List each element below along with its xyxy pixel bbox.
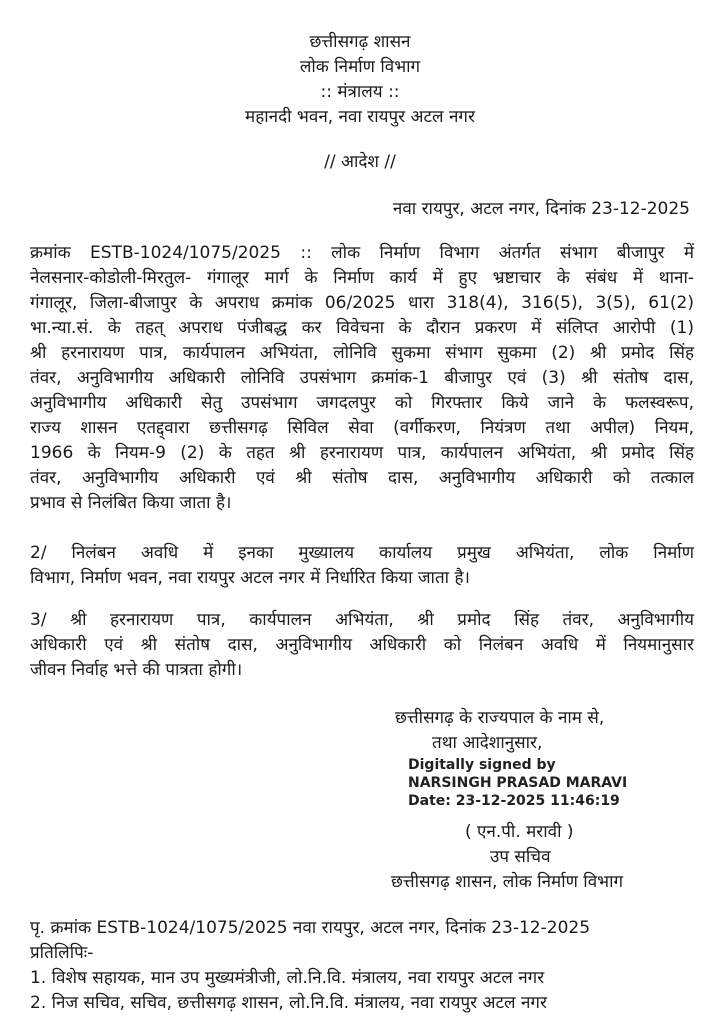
para3-line: जीवन निर्वाह भत्ते की पात्रता होगी। <box>30 660 243 680</box>
dateline: नवा रायपुर, अटल नगर, दिनांक 23-12-2025 <box>392 199 690 219</box>
authority-line-1: छत्तीसगढ़ के राज्यपाल के नाम से, <box>395 708 605 728</box>
header-govt: छत्तीसगढ़ शासन <box>309 32 411 52</box>
signatory-name: ( एन.पी. मरावी ) <box>465 822 574 842</box>
copy-item: 2. निज सचिव, सचिव, छत्तीसगढ़ शासन, लो.नि.वि. मंत्रालय, नवा रायपुर अटल नगर <box>30 993 547 1013</box>
digital-signature-label: Digitally signed by <box>408 757 556 773</box>
authority-line-2: तथा आदेशानुसार, <box>432 733 543 753</box>
para1-line: प्रभाव से निलंबित किया जाता है। <box>30 493 232 513</box>
header-dept: लोक निर्माण विभाग <box>299 57 421 77</box>
para3-line: 3/ श्री हरनारायण पात्र, कार्यपालन अभियंता, श्री प्रमोद सिंह तंवर, अनुविभागीय <box>30 610 694 630</box>
header-ministry: :: मंत्रालय :: <box>320 82 400 102</box>
para1-line: राज्य शासन एतद्द्वारा छत्तीसगढ़ सिविल सेवा (वर्गीकरण, नियंत्रण तथा अपील) नियम, <box>30 418 694 438</box>
para1-line: भा.न्या.सं. के तहत् अपराध पंजीबद्ध कर विवेचना के दौरान प्रकरण में संलिप्त आरोपी (1) <box>30 318 694 338</box>
signatory-designation: उप सचिव <box>490 847 551 867</box>
para2-line: 2/ निलंबन अवधि में इनका मुख्यालय कार्यालय प्रमुख अभियंता, लोक निर्माण <box>30 543 694 563</box>
para1-line: तंवर, अनुविभागीय अधिकारी एवं श्री संतोष दास, अनुविभागीय अधिकारी को तत्काल <box>30 468 694 488</box>
order-title: // आदेश // <box>324 152 396 172</box>
para1-line: नेलसनार-कोडोली-मिरतुल- गंगालूर मार्ग के निर्माण कार्य में हुए भ्रष्टाचार के संबंध में थाना- <box>30 268 694 288</box>
para1-line: क्रमांक ESTB-1024/1075/2025 :: लोक निर्माण विभाग अंतर्गत संभाग बीजापुर में <box>30 243 694 263</box>
para1-line: गंगालूर, जिला-बीजापुर के अपराध क्रमांक 06/2025 धारा 318(4), 316(5), 3(5), 61(2) <box>30 293 694 313</box>
signatory-office: छत्तीसगढ़ शासन, लोक निर्माण विभाग <box>391 872 624 892</box>
header-address: महानदी भवन, नवा रायपुर अटल नगर <box>245 107 475 127</box>
digital-signature-name: NARSINGH PRASAD MARAVI <box>408 775 628 791</box>
digital-signature-date: Date: 23-12-2025 11:46:19 <box>408 793 620 809</box>
copy-label: प्रतिलिपिः- <box>30 943 94 963</box>
para1-line: तंवर, अनुविभागीय अधिकारी लोनिवि उपसंभाग क्रमांक-1 बीजापुर एवं (3) श्री संतोष दास, <box>30 368 694 388</box>
para1-line: श्री हरनारायण पात्र, कार्यपालन अभियंता, लोनिवि सुकमा संभाग सुकमा (2) श्री प्रमोद सिंह <box>30 343 694 363</box>
para2-line: विभाग, निर्माण भवन, नवा रायपुर अटल नगर में निर्धारित किया जाता है। <box>30 568 470 588</box>
para1-line: अनुविभागीय अधिकारी सेतु उपसंभाग जगदलपुर को गिरफ्तार किये जाने के फलस्वरूप, <box>30 393 694 413</box>
para3-line: अधिकारी एवं श्री संतोष दास, अनुविभागीय अधिकारी को निलंबन अवधि में नियमानुसार <box>30 635 694 655</box>
para1-line: 1966 के नियम-9 (2) के तहत श्री हरनारायण पात्र, कार्यपालन अभियंता, श्री प्रमोद सिंह <box>30 443 694 463</box>
copy-item: 1. विशेष सहायक, मान उप मुख्यमंत्रीजी, लो.नि.वि. मंत्रालय, नवा रायपुर अटल नगर <box>30 968 545 988</box>
endorsement-ref: पृ. क्रमांक ESTB-1024/1075/2025 नवा रायपुर, अटल नगर, दिनांक 23-12-2025 <box>30 918 591 938</box>
